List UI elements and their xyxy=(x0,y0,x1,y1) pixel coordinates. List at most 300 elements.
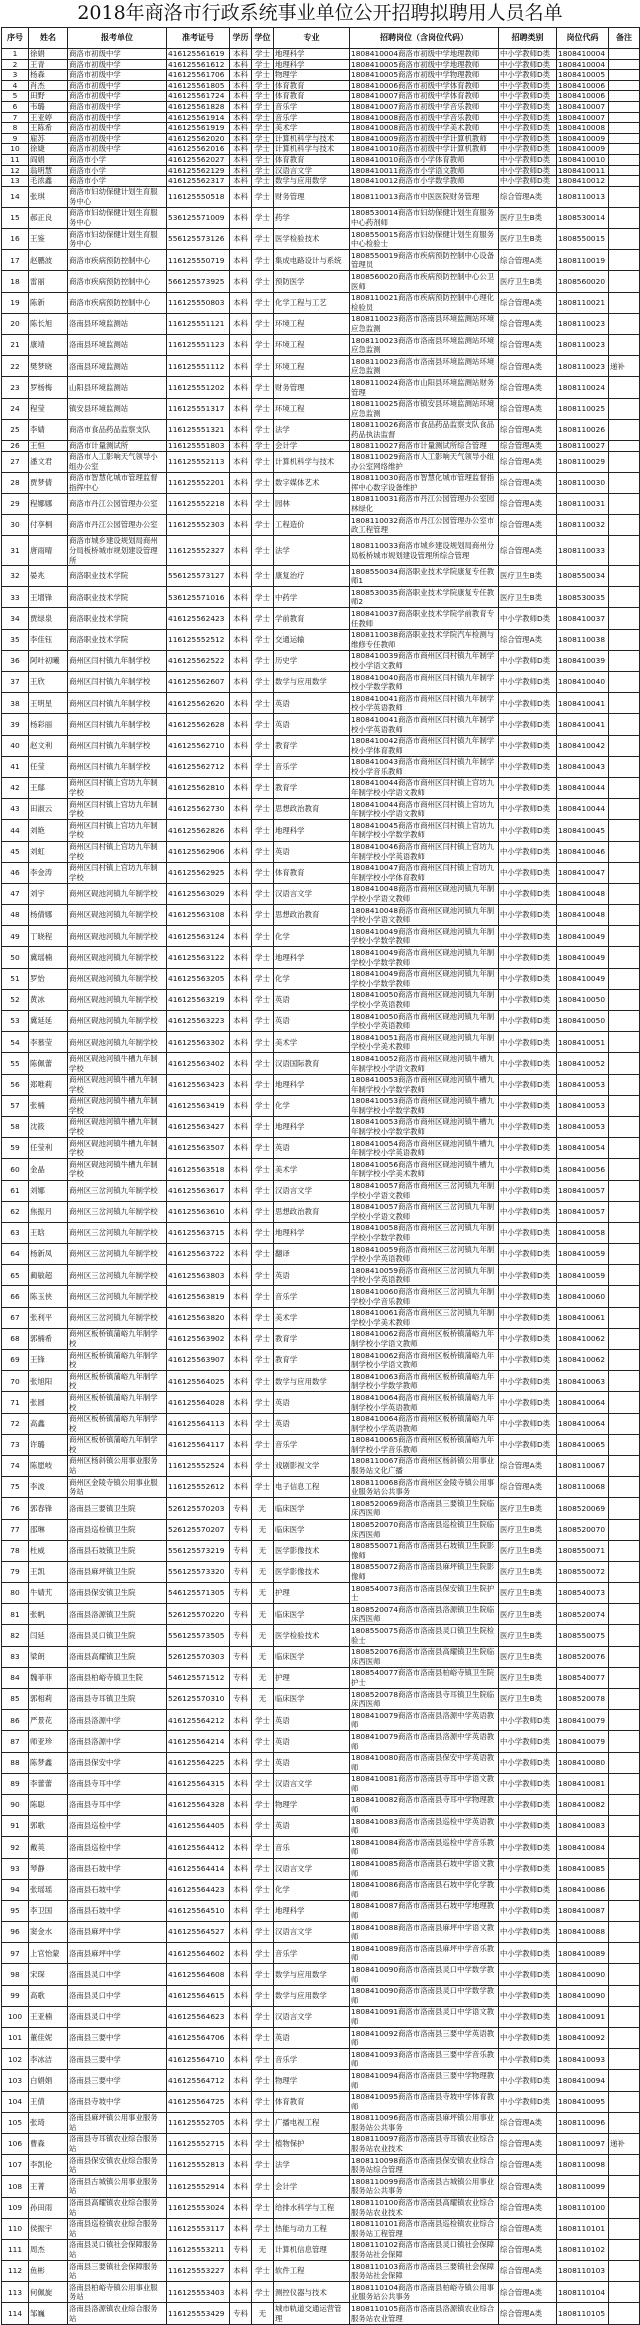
cell-position-code: 1808110013 xyxy=(557,186,609,207)
cell-major: 思想政治教育 xyxy=(274,1201,350,1222)
cell-position-code: 1808110103 xyxy=(557,2261,609,2282)
table-row xyxy=(2,1032,640,1053)
cell-note xyxy=(609,1773,640,1794)
cell-note xyxy=(609,229,640,250)
cell-position-code: 1808110099 xyxy=(557,2176,609,2197)
cell-position: 1808410091商洛市洛南县灵口中学语文教师 xyxy=(350,2006,499,2027)
cell-name: 王倩 xyxy=(29,2091,68,2112)
table-row xyxy=(2,947,640,968)
cell-note xyxy=(609,2070,640,2091)
cell-degree: 学士 xyxy=(252,2006,274,2027)
cell-position: 1808410057商洛市商州区三岔河镇九年制学校小学语文教师 xyxy=(350,1180,499,1201)
cell-major: 学前教育 xyxy=(274,608,350,629)
cell-major: 集成电路设计与系统 xyxy=(274,250,350,271)
cell-ticket-number: 116125552524 xyxy=(167,1455,230,1476)
cell-major: 地理科学 xyxy=(274,1222,350,1243)
table-row xyxy=(2,883,640,904)
cell-ticket-number: 416125563302 xyxy=(167,1032,230,1053)
table-row xyxy=(2,1858,640,1879)
cell-degree: 学士 xyxy=(252,1900,274,1921)
cell-seq: 10 xyxy=(2,144,29,155)
table-row xyxy=(2,229,640,250)
table-row xyxy=(2,80,640,91)
cell-degree: 学士 xyxy=(252,1244,274,1265)
cell-note xyxy=(609,1710,640,1731)
cell-seq: 8 xyxy=(2,123,29,134)
cell-major: 教育学 xyxy=(274,777,350,798)
cell-position: 1808550071商洛市洛南县石坡镇卫生院影像师 xyxy=(350,1540,499,1561)
cell-category: 中小学教师D类 xyxy=(499,650,557,671)
cell-degree: 学士 xyxy=(252,335,274,356)
cell-unit: 洛南县寺耳镇农业综合服务站 xyxy=(68,2133,167,2154)
table-row xyxy=(2,926,640,947)
cell-name: 杨彩丽 xyxy=(29,714,68,735)
cell-education: 专科 xyxy=(230,1519,252,1540)
cell-seq: 40 xyxy=(2,735,29,756)
cell-position: 1808110067商洛市商州区杨斜镇公用事业服务站文化广播 xyxy=(350,1455,499,1476)
cell-major: 临床医学 xyxy=(274,1519,350,1540)
table-row xyxy=(2,515,640,536)
cell-note xyxy=(609,629,640,650)
cell-degree: 无 xyxy=(252,1689,274,1710)
cell-major: 英语 xyxy=(274,1731,350,1752)
cell-major: 历史学 xyxy=(274,650,350,671)
cell-note xyxy=(609,144,640,155)
cell-degree: 学士 xyxy=(252,1138,274,1159)
cell-position-code: 1808410082 xyxy=(557,1794,609,1815)
header-unit: 报考单位 xyxy=(68,28,167,49)
cell-degree: 学士 xyxy=(252,2155,274,2176)
cell-note xyxy=(609,176,640,187)
cell-seq: 32 xyxy=(2,566,29,587)
cell-position: 1808410093商洛市洛南县三要中学音乐教师 xyxy=(350,2049,499,2070)
cell-major: 美术学 xyxy=(274,1159,350,1180)
cell-unit: 洛南县灵口中学 xyxy=(68,2006,167,2027)
cell-note xyxy=(609,250,640,271)
cell-position: 1808410007商洛市初级中学音乐教师 xyxy=(350,101,499,112)
cell-name: 程娜娜 xyxy=(29,493,68,514)
cell-ticket-number: 416125562522 xyxy=(167,650,230,671)
table-row xyxy=(2,2303,640,2324)
cell-unit: 洛南县柏峪寺镇卫生院 xyxy=(68,1667,167,1688)
cell-position-code: 1808110023 xyxy=(557,335,609,356)
cell-ticket-number: 416125561805 xyxy=(167,80,230,91)
cell-unit: 商州区闫村镇九年制学校 xyxy=(68,650,167,671)
cell-seq: 96 xyxy=(2,1922,29,1943)
table-row xyxy=(2,1244,640,1265)
cell-ticket-number: 416125562628 xyxy=(167,714,230,735)
cell-seq: 49 xyxy=(2,926,29,947)
cell-unit: 洛南县寺坡中学 xyxy=(68,2091,167,2112)
cell-position-code: 1808410064 xyxy=(557,1413,609,1434)
cell-position-code: 1808110021 xyxy=(557,292,609,313)
cell-degree: 学士 xyxy=(252,1794,274,1815)
cell-seq: 70 xyxy=(2,1371,29,1392)
cell-education: 本科 xyxy=(230,112,252,123)
cell-position-code: 1808550071 xyxy=(557,1540,609,1561)
cell-ticket-number: 416125564117 xyxy=(167,1434,230,1455)
cell-seq: 92 xyxy=(2,1837,29,1858)
cell-category: 综合管理A类 xyxy=(499,335,557,356)
cell-position: 1808110013商洛市中医医院财务管理 xyxy=(350,186,499,207)
cell-education: 本科 xyxy=(230,1371,252,1392)
cell-category: 医疗卫生B类 xyxy=(499,1561,557,1582)
cell-education: 本科 xyxy=(230,1900,252,1921)
cell-education: 本科 xyxy=(230,1180,252,1201)
cell-note xyxy=(609,1583,640,1604)
cell-unit: 商州区砚池河镇牛槽九年制学校 xyxy=(68,1116,167,1137)
cell-ticket-number: 416125564710 xyxy=(167,2049,230,2070)
cell-degree: 学士 xyxy=(252,1116,274,1137)
cell-seq: 85 xyxy=(2,1689,29,1710)
cell-position: 1808410062商洛市商州区板桥镇蒲峪九年制学校小学语文教师 xyxy=(350,1350,499,1371)
cell-seq: 45 xyxy=(2,841,29,862)
table-row xyxy=(2,1837,640,1858)
cell-ticket-number: 416125563722 xyxy=(167,1244,230,1265)
cell-degree: 学士 xyxy=(252,1985,274,2006)
cell-ticket-number: 416125564405 xyxy=(167,1816,230,1837)
cell-note xyxy=(609,1244,640,1265)
cell-category: 中小学教师D类 xyxy=(499,1053,557,1074)
cell-degree: 学士 xyxy=(252,1922,274,1943)
cell-ticket-number: 416125562129 xyxy=(167,165,230,176)
cell-major: 法学 xyxy=(274,2155,350,2176)
cell-seq: 59 xyxy=(2,1138,29,1159)
cell-major: 体育教育 xyxy=(274,154,350,165)
cell-category: 中小学教师D类 xyxy=(499,1371,557,1392)
table-row xyxy=(2,144,640,155)
cell-ticket-number: 416125563423 xyxy=(167,1074,230,1095)
cell-degree: 无 xyxy=(252,2239,274,2260)
cell-education: 专科 xyxy=(230,1540,252,1561)
cell-ticket-number: 416125564028 xyxy=(167,1392,230,1413)
cell-seq: 31 xyxy=(2,536,29,566)
cell-position-code: 1808540077 xyxy=(557,1667,609,1688)
table-row xyxy=(2,1222,640,1243)
cell-major: 地理科学 xyxy=(274,1900,350,1921)
cell-position-code: 1808410005 xyxy=(557,70,609,81)
table-row xyxy=(2,1434,640,1455)
cell-name: 刘艳 xyxy=(29,820,68,841)
cell-name: 韦璐 xyxy=(29,101,68,112)
cell-degree: 学士 xyxy=(252,2176,274,2197)
header-name: 姓名 xyxy=(29,28,68,49)
cell-position-code: 1808110068 xyxy=(557,1477,609,1498)
cell-category: 中小学教师D类 xyxy=(499,672,557,693)
cell-ticket-number: 416125563803 xyxy=(167,1265,230,1286)
cell-ticket-number: 416125564412 xyxy=(167,1837,230,1858)
cell-position: 1808410084商洛市洛南县巡检中学音乐教师 xyxy=(350,1837,499,1858)
cell-name: 杜威 xyxy=(29,1540,68,1561)
cell-unit: 洛南县环境监测站 xyxy=(68,335,167,356)
cell-position-code: 1808410049 xyxy=(557,947,609,968)
cell-unit: 洛南县石坡中学 xyxy=(68,1879,167,1900)
cell-name: 阿叶初曦 xyxy=(29,650,68,671)
cell-major: 地理科学 xyxy=(274,1116,350,1137)
cell-seq: 24 xyxy=(2,398,29,419)
table-header xyxy=(2,28,640,49)
cell-unit: 商洛市初级中学 xyxy=(68,112,167,123)
cell-seq: 43 xyxy=(2,799,29,820)
cell-unit: 商洛职业技术学院 xyxy=(68,566,167,587)
cell-major: 物理学 xyxy=(274,1794,350,1815)
cell-position: 1808410049商洛市商州区砚池河镇九年制学校小学数学教师 xyxy=(350,968,499,989)
cell-degree: 学士 xyxy=(252,123,274,134)
cell-major: 戏剧影视文学 xyxy=(274,1455,350,1476)
cell-name: 王锋 xyxy=(29,1350,68,1371)
cell-position: 1808410085商洛市洛南县石坡中学语文教师 xyxy=(350,1858,499,1879)
cell-position: 1808410050商洛市商州区砚池河镇九年制学校小学英语教师 xyxy=(350,1011,499,1032)
table-row xyxy=(2,1816,640,1837)
table-row xyxy=(2,1455,640,1476)
cell-education: 本科 xyxy=(230,165,252,176)
cell-position: 1808410050商洛市商州区砚池河镇九年制学校小学英语教师 xyxy=(350,989,499,1010)
cell-major: 计算机科学与技术 xyxy=(274,451,350,472)
cell-position-code: 1808410091 xyxy=(557,2006,609,2027)
cell-unit: 商洛市初级中学 xyxy=(68,101,167,112)
cell-category: 中小学教师D类 xyxy=(499,154,557,165)
cell-education: 本科 xyxy=(230,883,252,904)
table-row xyxy=(2,1900,640,1921)
cell-note xyxy=(609,1540,640,1561)
cell-position-code: 1808110096 xyxy=(557,2112,609,2133)
cell-education: 本科 xyxy=(230,777,252,798)
cell-unit: 商洛市小学 xyxy=(68,154,167,165)
cell-name: 王菁 xyxy=(29,2176,68,2197)
cell-category: 中小学教师D类 xyxy=(499,1816,557,1837)
cell-major: 法学 xyxy=(274,536,350,566)
cell-ticket-number: 556125573219 xyxy=(167,1540,230,1561)
cell-name: 毛浓鑫 xyxy=(29,176,68,187)
cell-major: 物理学 xyxy=(274,2070,350,2091)
cell-degree: 学士 xyxy=(252,451,274,472)
cell-unit: 商洛市妇幼保健计划生育服务中心 xyxy=(68,229,167,250)
cell-degree: 学士 xyxy=(252,176,274,187)
cell-education: 专科 xyxy=(230,2239,252,2260)
cell-unit: 商州区砚池河镇九年制学校 xyxy=(68,947,167,968)
cell-position: 1808410009商洛市初级中学计算机教师 xyxy=(350,133,499,144)
cell-education: 本科 xyxy=(230,133,252,144)
cell-category: 综合管理A类 xyxy=(499,186,557,207)
cell-position: 1808110104商洛市洛南县柏峪寺镇公用事业服务站公共事务 xyxy=(350,2282,499,2303)
cell-ticket-number: 416125562906 xyxy=(167,841,230,862)
cell-name: 罗杨梅 xyxy=(29,377,68,398)
cell-major: 英语 xyxy=(274,714,350,735)
cell-position: 1808110024商洛市山阳县环境监测站财务管理 xyxy=(350,377,499,398)
cell-name: 晏兆 xyxy=(29,566,68,587)
cell-position-code: 1808410048 xyxy=(557,905,609,926)
cell-category: 中小学教师D类 xyxy=(499,926,557,947)
cell-category: 医疗卫生B类 xyxy=(499,1519,557,1540)
cell-name: 罗怡 xyxy=(29,968,68,989)
cell-degree: 学士 xyxy=(252,419,274,440)
cell-category: 中小学教师D类 xyxy=(499,1074,557,1095)
table-row xyxy=(2,1201,640,1222)
cell-degree: 学士 xyxy=(252,883,274,904)
cell-position-code: 1808410006 xyxy=(557,80,609,91)
cell-seq: 100 xyxy=(2,2006,29,2027)
cell-degree: 无 xyxy=(252,1667,274,1688)
cell-degree: 学士 xyxy=(252,101,274,112)
cell-position-code: 1808110033 xyxy=(557,536,609,566)
cell-unit: 商州区砚池河镇九年制学校 xyxy=(68,926,167,947)
cell-category: 中小学教师D类 xyxy=(499,80,557,91)
cell-position: 1808410057商洛市商州区三岔河镇九年制学校小学语文教师 xyxy=(350,1201,499,1222)
cell-unit: 洛南县麻坪镇公用事业服务站 xyxy=(68,2112,167,2133)
cell-education: 本科 xyxy=(230,1201,252,1222)
cell-education: 专科 xyxy=(230,1667,252,1688)
cell-ticket-number: 116125552327 xyxy=(167,536,230,566)
cell-ticket-number: 416125563617 xyxy=(167,1180,230,1201)
cell-education: 本科 xyxy=(230,398,252,419)
cell-seq: 64 xyxy=(2,1244,29,1265)
cell-unit: 洛南县柏峪寺镇公用事业服务站 xyxy=(68,2282,167,2303)
table-row xyxy=(2,250,640,271)
cell-seq: 12 xyxy=(2,165,29,176)
cell-position: 1808540073商洛市洛南县保安镇卫生院护士 xyxy=(350,1583,499,1604)
cell-education: 本科 xyxy=(230,714,252,735)
cell-major: 音乐学 xyxy=(274,101,350,112)
cell-degree: 学士 xyxy=(252,1095,274,1116)
cell-unit: 商州区闫村镇上官坊九年制学校 xyxy=(68,862,167,883)
cell-position-code: 1808410053 xyxy=(557,1074,609,1095)
cell-degree: 学士 xyxy=(252,2282,274,2303)
cell-education: 本科 xyxy=(230,49,252,60)
cell-seq: 1 xyxy=(2,49,29,60)
cell-education: 本科 xyxy=(230,377,252,398)
cell-seq: 63 xyxy=(2,1222,29,1243)
cell-seq: 111 xyxy=(2,2239,29,2260)
cell-major: 计算机科学与技术 xyxy=(274,144,350,155)
cell-education: 本科 xyxy=(230,515,252,536)
cell-name: 雷丽 xyxy=(29,271,68,292)
cell-degree: 学士 xyxy=(252,1159,274,1180)
cell-unit: 商洛市初级中学 xyxy=(68,91,167,102)
cell-position-code: 1808410086 xyxy=(557,1879,609,1900)
cell-education: 本科 xyxy=(230,2197,252,2218)
cell-name: 徐婕 xyxy=(29,144,68,155)
cell-education: 专科 xyxy=(230,1625,252,1646)
cell-position-code: 1808410004 xyxy=(557,49,609,60)
table-row xyxy=(2,2006,640,2027)
cell-position-code: 1808560020 xyxy=(557,271,609,292)
cell-position: 1808520074商洛市洛南县洛源镇卫生院临床西医师 xyxy=(350,1604,499,1625)
cell-note xyxy=(609,1498,640,1519)
cell-seq: 17 xyxy=(2,250,29,271)
cell-position-code: 1808410090 xyxy=(557,1964,609,1985)
cell-major: 体育教育 xyxy=(274,80,350,91)
cell-category: 中小学教师D类 xyxy=(499,70,557,81)
cell-degree: 学士 xyxy=(252,1837,274,1858)
cell-note xyxy=(609,693,640,714)
cell-position: 1808110023商洛市洛南县环境监测站环境应急监测 xyxy=(350,335,499,356)
cell-education: 本科 xyxy=(230,2176,252,2197)
cell-education: 本科 xyxy=(230,1922,252,1943)
cell-name: 任莹 xyxy=(29,756,68,777)
cell-major: 思想政治教育 xyxy=(274,799,350,820)
cell-note xyxy=(609,1413,640,1434)
cell-education: 本科 xyxy=(230,2282,252,2303)
cell-seq: 55 xyxy=(2,1053,29,1074)
cell-category: 中小学教师D类 xyxy=(499,2049,557,2070)
cell-major: 英语 xyxy=(274,693,350,714)
cell-note xyxy=(609,1350,640,1371)
cell-position-code: 1808410057 xyxy=(557,1180,609,1201)
cell-name: 梁朗 xyxy=(29,1646,68,1667)
table-row xyxy=(2,1371,640,1392)
cell-position-code: 1808550075 xyxy=(557,1625,609,1646)
cell-note xyxy=(609,2197,640,2218)
cell-category: 中小学教师D类 xyxy=(499,1964,557,1985)
cell-name: 李波 xyxy=(29,1477,68,1498)
cell-seq: 4 xyxy=(2,80,29,91)
cell-major: 汉语言文学 xyxy=(274,1858,350,1879)
cell-note xyxy=(609,608,640,629)
cell-major: 医学检验技术 xyxy=(274,1625,350,1646)
cell-unit: 商州区板桥镇蒲峪九年制学校 xyxy=(68,1350,167,1371)
cell-degree: 学士 xyxy=(252,1816,274,1837)
cell-note xyxy=(609,1816,640,1837)
cell-name: 高鑫 xyxy=(29,1413,68,1434)
cell-degree: 学士 xyxy=(252,1477,274,1498)
cell-name: 曹森 xyxy=(29,2133,68,2154)
cell-position: 1808520070商洛市洛南县巡检镇卫生院临床西医师 xyxy=(350,1519,499,1540)
table-row xyxy=(2,91,640,102)
cell-education: 本科 xyxy=(230,1837,252,1858)
cell-note xyxy=(609,80,640,91)
cell-position-code: 1808550015 xyxy=(557,229,609,250)
cell-category: 综合管理A类 xyxy=(499,629,557,650)
cell-degree: 学士 xyxy=(252,144,274,155)
table-row xyxy=(2,1180,640,1201)
cell-category: 中小学教师D类 xyxy=(499,820,557,841)
cell-ticket-number: 116125553403 xyxy=(167,2282,230,2303)
table-row xyxy=(2,176,640,187)
cell-position: 1808410010商洛市小学体育教师 xyxy=(350,154,499,165)
cell-position-code: 1808110100 xyxy=(557,2197,609,2218)
cell-unit: 洛南县麻坪镇卫生院 xyxy=(68,1561,167,1582)
cell-education: 本科 xyxy=(230,1434,252,1455)
table-row xyxy=(2,629,640,650)
cell-education: 本科 xyxy=(230,820,252,841)
cell-note xyxy=(609,1222,640,1243)
cell-ticket-number: 416125564315 xyxy=(167,1773,230,1794)
cell-category: 中小学教师D类 xyxy=(499,714,557,735)
header-position-code: 岗位代码 xyxy=(557,28,609,49)
cell-education: 本科 xyxy=(230,493,252,514)
cell-major: 中药学 xyxy=(274,587,350,608)
cell-category: 中小学教师D类 xyxy=(499,1392,557,1413)
cell-position: 1808410063商洛市商州区板桥镇蒲峪九年制学校小学数学教师 xyxy=(350,1371,499,1392)
cell-degree: 学士 xyxy=(252,154,274,165)
cell-major: 给排水科学与工程 xyxy=(274,2197,350,2218)
cell-major: 会计学 xyxy=(274,440,350,451)
cell-category: 综合管理A类 xyxy=(499,2176,557,2197)
cell-education: 本科 xyxy=(230,292,252,313)
cell-seq: 68 xyxy=(2,1328,29,1349)
cell-seq: 78 xyxy=(2,1540,29,1561)
cell-unit: 商州区板桥镇蒲峪九年制学校 xyxy=(68,1371,167,1392)
cell-major: 音乐 xyxy=(274,1837,350,1858)
table-row xyxy=(2,714,640,735)
cell-position: 1808410004商洛市初级中学地理教师 xyxy=(350,49,499,60)
cell-unit: 商州区砚池河镇九年制学校 xyxy=(68,1011,167,1032)
cell-note xyxy=(609,472,640,493)
cell-position: 1808410079商洛市洛南县洛源中学英语教师 xyxy=(350,1710,499,1731)
cell-category: 中小学教师D类 xyxy=(499,905,557,926)
cell-ticket-number: 416125563610 xyxy=(167,1201,230,1222)
cell-position-code: 1808410095 xyxy=(557,2091,609,2112)
